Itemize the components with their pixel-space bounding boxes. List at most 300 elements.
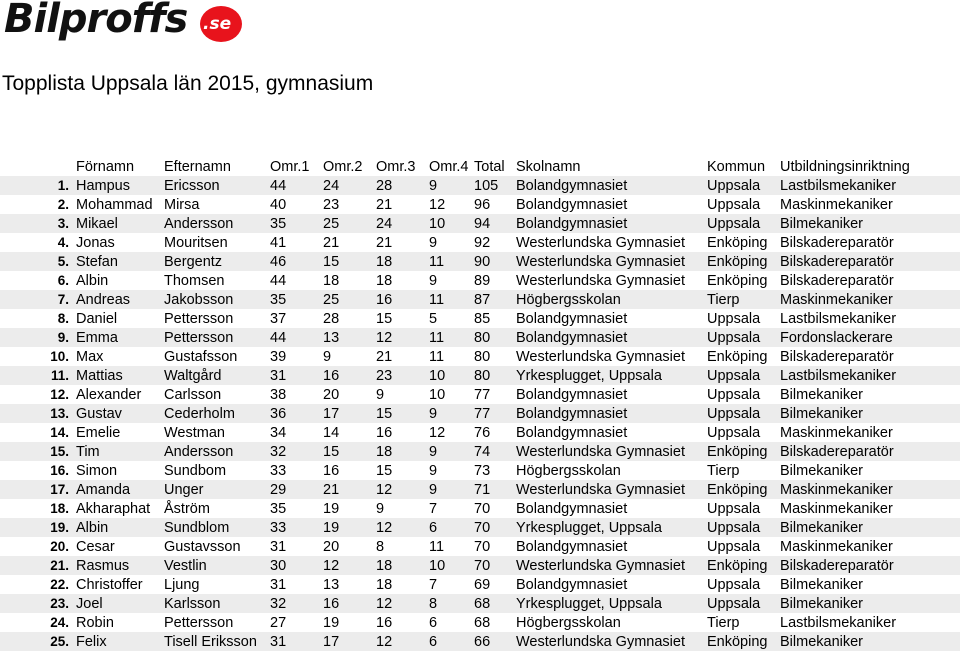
cell-program: Maskinmekaniker [780,480,960,499]
cell-program: Bilmekaniker [780,386,863,403]
cell-last-name: Andersson [164,214,270,233]
cell-program: Bilskadereparatör [780,556,960,575]
cell-school: Yrkesplugget, Uppsala [516,518,707,537]
cell-rank: 9. [0,328,76,347]
cell-first-name: Gustav [76,404,164,423]
cell-school: Bolandgymnasiet [516,538,628,555]
cell-school: Bolandgymnasiet [516,404,707,423]
cell-total: 77 [474,404,516,423]
cell-omr3: 16 [376,614,393,631]
cell-omr4: 7 [429,576,438,593]
cell-rank: 24. [50,615,69,630]
cell-omr2: 19 [323,500,340,517]
cell-program: Maskinmekaniker [780,196,893,213]
cell-first-name: Mohammad [76,196,153,213]
cell-total: 70 [474,500,491,517]
cell-total: 90 [474,252,516,271]
cell-program: Bilskadereparatör [780,348,894,365]
cell-omr4: 11 [429,252,474,271]
cell-program: Bilmekaniker [780,462,863,479]
cell-omr3: 12 [376,480,429,499]
cell-omr1: 29 [270,480,323,499]
cell-school: Bolandgymnasiet [516,328,707,347]
cell-omr3: 21 [376,196,393,213]
cell-omr1: 31 [270,632,323,651]
cell-omr1: 33 [270,518,323,537]
cell-omr1: 33 [270,462,287,479]
header-omr3: Omr.3 [376,158,416,175]
cell-first-name: Mattias [76,366,164,385]
cell-omr1: 27 [270,614,287,631]
cell-school: Bolandgymnasiet [516,176,707,195]
cell-last-name: Unger [164,480,270,499]
page-title: Topplista Uppsala län 2015, gymnasium [2,72,374,95]
cell-omr2: 21 [323,480,376,499]
cell-omr1: 35 [270,290,323,309]
cell-total: 69 [474,576,491,593]
cell-last-name: Sundblom [164,518,270,537]
cell-omr1: 31 [270,538,287,555]
cell-total: 70 [474,518,516,537]
cell-omr1: 41 [270,234,287,251]
table-row [0,499,960,518]
cell-rank: 15. [0,442,76,461]
cell-omr3: 16 [376,290,429,309]
logo-tld: .se [203,14,232,34]
cell-omr4: 9 [429,480,474,499]
cell-municipality: Enköping [707,480,780,499]
cell-omr2: 12 [323,556,376,575]
cell-school: Bolandgymnasiet [516,386,628,403]
cell-school: Bolandgymnasiet [516,424,628,441]
cell-omr2: 23 [323,196,340,213]
cell-omr4: 10 [429,214,474,233]
cell-municipality: Enköping [707,234,768,251]
table-row [0,309,960,328]
cell-last-name: Mouritsen [164,234,228,251]
table-row [0,480,960,499]
cell-municipality: Enköping [707,442,780,461]
cell-first-name: Mikael [76,214,164,233]
table-row [0,613,960,632]
cell-omr3: 12 [376,518,429,537]
cell-school: Bolandgymnasiet [516,214,707,233]
cell-rank: 17. [0,480,76,499]
cell-first-name: Christoffer [76,576,143,593]
cell-program: Lastbilsmekaniker [780,614,897,631]
cell-rank: 13. [0,404,76,423]
table-row [0,328,960,347]
cell-first-name: Max [76,348,104,365]
cell-last-name: Karlsson [164,594,270,613]
cell-rank: 4. [57,235,69,250]
cell-omr4: 9 [429,272,438,289]
cell-omr4: 6 [429,518,474,537]
cell-program: Lastbilsmekaniker [780,366,960,385]
cell-total: 71 [474,480,516,499]
table-row [0,385,960,404]
cell-rank: 10. [50,349,69,364]
cell-rank: 5. [0,252,76,271]
cell-rank: 19. [0,518,76,537]
cell-total: 70 [474,556,516,575]
cell-omr1: 38 [270,386,287,403]
cell-omr1: 34 [270,424,287,441]
cell-school: Westerlundska Gymnasiet [516,556,707,575]
cell-omr3: 24 [376,214,429,233]
cell-omr2: 13 [323,576,340,593]
cell-total: 80 [474,348,491,365]
cell-omr1: 37 [270,310,287,327]
cell-omr2: 20 [323,538,340,555]
cell-omr1: 35 [270,500,287,517]
cell-last-name: Sundbom [164,462,227,479]
cell-program: Bilmekaniker [780,214,960,233]
cell-omr3: 18 [376,576,393,593]
table-row [0,461,960,480]
cell-omr3: 21 [376,234,393,251]
table-row [0,366,960,385]
table-row [0,556,960,575]
table-row [0,233,960,252]
cell-omr1: 32 [270,442,323,461]
cell-rank: 8. [57,311,69,326]
cell-municipality: Tierp [707,290,780,309]
cell-first-name: Emelie [76,424,121,441]
cell-school: Högbergsskolan [516,462,621,479]
cell-last-name: Åström [164,500,210,517]
cell-last-name: Pettersson [164,310,234,327]
cell-last-name: Ericsson [164,176,270,195]
cell-municipality: Uppsala [707,328,780,347]
cell-municipality: Uppsala [707,594,780,613]
cell-omr2: 16 [323,366,376,385]
cell-first-name: Cesar [76,538,115,555]
cell-rank: 2. [57,197,69,212]
cell-last-name: Gustafsson [164,348,238,365]
table-row [0,575,960,594]
header-total: Total [474,158,505,175]
cell-program: Bilmekaniker [780,632,960,651]
cell-last-name: Jakobsson [164,290,270,309]
cell-omr3: 23 [376,366,429,385]
cell-omr3: 18 [376,272,393,289]
cell-municipality: Enköping [707,556,780,575]
cell-total: 70 [474,538,491,555]
cell-first-name: Emma [76,328,164,347]
cell-rank: 25. [0,632,76,651]
cell-omr4: 10 [429,556,474,575]
cell-rank: 3. [0,214,76,233]
cell-omr3: 18 [376,556,429,575]
cell-school: Yrkesplugget, Uppsala [516,594,707,613]
logo-wordmark: Bilproffs [4,0,188,42]
table-row [0,632,960,651]
cell-municipality: Uppsala [707,176,780,195]
cell-omr2: 18 [323,272,340,289]
cell-omr3: 8 [376,538,385,555]
cell-total: 76 [474,424,491,441]
cell-rank: 20. [50,539,69,554]
cell-last-name: Westman [164,424,225,441]
cell-omr2: 17 [323,632,376,651]
table-row [0,252,960,271]
cell-school: Westerlundska Gymnasiet [516,480,707,499]
cell-last-name: Gustavsson [164,538,241,555]
cell-omr4: 10 [429,366,474,385]
cell-omr3: 21 [376,348,393,365]
cell-omr4: 9 [429,234,438,251]
cell-municipality: Tierp [707,614,740,631]
cell-program: Fordonslackerare [780,328,960,347]
header-utbildningsinriktning: Utbildningsinriktning [780,158,910,175]
cell-last-name: Andersson [164,442,270,461]
cell-last-name: Bergentz [164,252,270,271]
cell-last-name: Vestlin [164,556,270,575]
cell-total: 68 [474,614,491,631]
cell-last-name: Tisell Eriksson [164,632,270,651]
cell-rank: 1. [0,176,76,195]
cell-omr3: 12 [376,632,429,651]
cell-rank: 14. [50,425,69,440]
cell-rank: 22. [50,577,69,592]
cell-rank: 18. [50,501,69,516]
cell-school: Westerlundska Gymnasiet [516,234,685,251]
cell-school: Westerlundska Gymnasiet [516,252,707,271]
table-row [0,195,960,214]
cell-omr2: 17 [323,404,376,423]
cell-omr3: 16 [376,424,393,441]
cell-omr4: 11 [429,328,474,347]
cell-first-name: Jonas [76,234,115,251]
cell-program: Lastbilsmekaniker [780,310,897,327]
cell-school: Högbergsskolan [516,614,621,631]
cell-last-name: Carlsson [164,386,222,403]
cell-omr2: 9 [323,348,332,365]
table-row [0,176,960,195]
cell-first-name: Stefan [76,252,164,271]
cell-omr4: 6 [429,632,474,651]
cell-omr1: 35 [270,214,323,233]
cell-omr1: 44 [270,328,323,347]
cell-omr1: 31 [270,366,323,385]
header-fornamn: Förnamn [76,158,135,175]
table-row [0,423,960,442]
cell-program: Bilmekaniker [780,518,960,537]
cell-omr3: 12 [376,328,429,347]
cell-municipality: Uppsala [707,366,780,385]
cell-total: 89 [474,272,491,289]
cell-first-name: Albin [76,272,109,289]
cell-first-name: Andreas [76,290,164,309]
cell-municipality: Enköping [707,272,768,289]
cell-omr4: 11 [429,538,445,555]
cell-omr4: 11 [429,290,474,309]
cell-last-name: Mirsa [164,196,200,213]
cell-total: 77 [474,386,491,403]
cell-school: Bolandgymnasiet [516,500,628,517]
cell-omr2: 15 [323,252,376,271]
cell-rank: 16. [50,463,69,478]
cell-omr1: 39 [270,348,287,365]
table-row [0,404,960,423]
cell-municipality: Uppsala [707,576,761,593]
header-kommun: Kommun [707,158,766,175]
cell-municipality: Enköping [707,632,780,651]
cell-total: 87 [474,290,516,309]
cell-first-name: Amanda [76,480,164,499]
cell-omr2: 16 [323,594,376,613]
cell-omr4: 7 [429,500,438,517]
cell-omr4: 12 [429,424,446,441]
cell-program: Bilmekaniker [780,594,960,613]
cell-last-name: Thomsen [164,272,225,289]
cell-program: Lastbilsmekaniker [780,176,960,195]
cell-omr3: 9 [376,386,385,403]
cell-municipality: Uppsala [707,310,761,327]
cell-municipality: Uppsala [707,386,761,403]
cell-omr2: 15 [323,442,376,461]
table-row [0,271,960,290]
cell-omr2: 13 [323,328,376,347]
cell-first-name: Joel [76,594,164,613]
cell-first-name: Alexander [76,386,142,403]
table-row [0,518,960,537]
cell-omr3: 9 [376,500,385,517]
cell-omr2: 19 [323,518,376,537]
cell-omr3: 18 [376,252,429,271]
cell-omr1: 44 [270,176,323,195]
table-row [0,290,960,309]
header-skolnamn: Skolnamn [516,158,581,175]
cell-omr3: 12 [376,594,429,613]
cell-omr2: 25 [323,214,376,233]
cell-omr2: 20 [323,386,340,403]
cell-first-name: Simon [76,462,118,479]
cell-omr4: 9 [429,462,438,479]
cell-first-name: Tim [76,442,164,461]
cell-first-name: Robin [76,614,114,631]
cell-omr3: 15 [376,310,393,327]
cell-omr4: 5 [429,310,438,327]
cell-program: Maskinmekaniker [780,500,893,517]
cell-municipality: Uppsala [707,518,780,537]
cell-first-name: Rasmus [76,556,164,575]
cell-program: Bilmekaniker [780,404,960,423]
cell-total: 85 [474,310,491,327]
cell-municipality: Enköping [707,348,768,365]
cell-municipality: Tierp [707,462,740,479]
cell-school: Westerlundska Gymnasiet [516,442,707,461]
cell-municipality: Uppsala [707,538,761,555]
cell-program: Bilmekaniker [780,576,863,593]
cell-last-name: Waltgård [164,366,270,385]
cell-first-name: Akharaphat [76,500,151,517]
ranking-table [0,157,960,651]
cell-last-name: Pettersson [164,614,234,631]
cell-rank: 21. [0,556,76,575]
cell-omr1: 36 [270,404,323,423]
cell-total: 73 [474,462,491,479]
cell-school: Westerlundska Gymnasiet [516,348,685,365]
table-row [0,594,960,613]
cell-omr2: 28 [323,310,340,327]
cell-rank: 23. [0,594,76,613]
cell-omr2: 19 [323,614,340,631]
cell-omr1: 30 [270,556,323,575]
table-row [0,442,960,461]
cell-first-name: Albin [76,518,164,537]
cell-total: 74 [474,442,516,461]
table-row [0,537,960,556]
cell-school: Högbergsskolan [516,290,707,309]
cell-first-name: Daniel [76,310,118,327]
cell-program: Maskinmekaniker [780,538,893,555]
cell-total: 105 [474,176,516,195]
cell-omr2: 25 [323,290,376,309]
cell-omr2: 16 [323,462,340,479]
cell-municipality: Enköping [707,252,780,271]
cell-first-name: Felix [76,632,164,651]
cell-omr3: 15 [376,462,393,479]
cell-total: 80 [474,366,516,385]
cell-omr1: 31 [270,576,287,593]
cell-program: Bilskadereparatör [780,272,894,289]
cell-omr4: 9 [429,176,474,195]
cell-omr1: 40 [270,196,287,213]
cell-rank: 12. [50,387,69,402]
table-row [0,347,960,366]
cell-omr2: 14 [323,424,340,441]
cell-omr3: 18 [376,442,429,461]
cell-omr1: 44 [270,272,287,289]
cell-omr4: 9 [429,442,474,461]
cell-omr4: 8 [429,594,474,613]
cell-last-name: Ljung [164,576,200,593]
cell-omr4: 6 [429,614,438,631]
cell-total: 66 [474,632,516,651]
table-header-row [0,157,960,176]
cell-municipality: Uppsala [707,424,761,441]
cell-omr4: 10 [429,386,446,403]
cell-omr4: 11 [429,348,445,365]
cell-program: Maskinmekaniker [780,290,960,309]
cell-omr2: 24 [323,176,376,195]
cell-omr1: 46 [270,252,323,271]
cell-omr4: 9 [429,404,474,423]
cell-total: 92 [474,234,491,251]
cell-total: 96 [474,196,491,213]
cell-total: 68 [474,594,516,613]
cell-total: 94 [474,214,516,233]
cell-school: Bolandgymnasiet [516,576,628,593]
header-omr1: Omr.1 [270,158,310,175]
header-omr4: Omr.4 [429,158,469,175]
cell-school: Westerlundska Gymnasiet [516,272,685,289]
cell-school: Bolandgymnasiet [516,196,628,213]
cell-rank: 11. [0,366,76,385]
cell-rank: 7. [0,290,76,309]
cell-total: 80 [474,328,516,347]
cell-last-name: Pettersson [164,328,270,347]
header-omr2: Omr.2 [323,158,363,175]
cell-rank: 6. [57,273,69,288]
cell-program: Maskinmekaniker [780,424,893,441]
cell-omr3: 28 [376,176,429,195]
cell-program: Bilskadereparatör [780,234,894,251]
cell-municipality: Uppsala [707,404,780,423]
header-efternamn: Efternamn [164,158,231,175]
